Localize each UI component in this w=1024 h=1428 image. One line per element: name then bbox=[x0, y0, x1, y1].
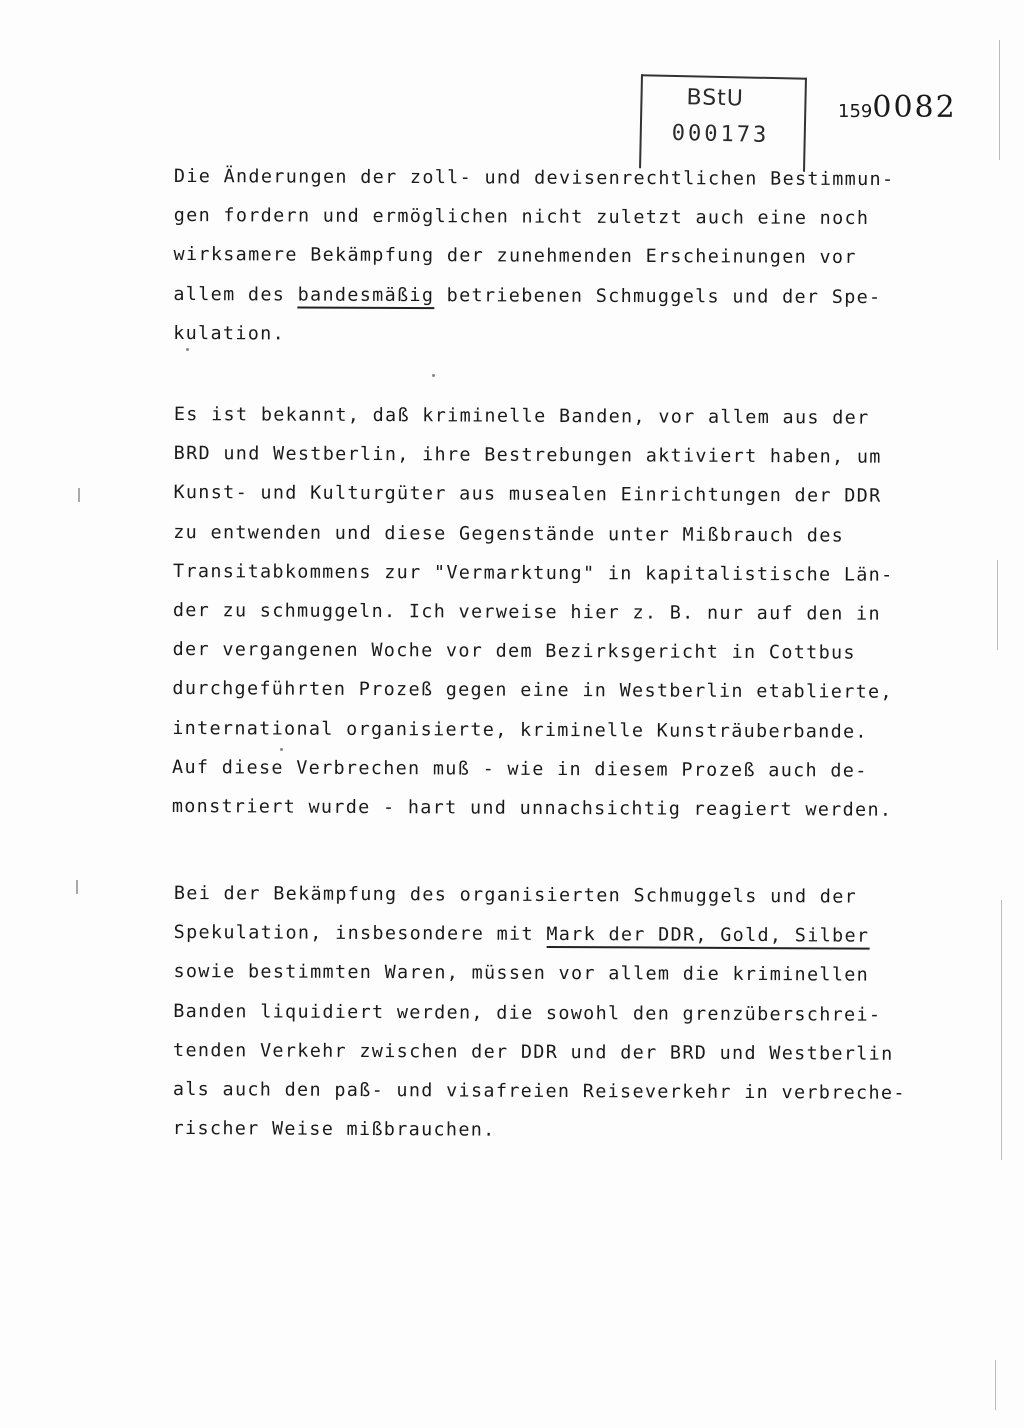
text-line: international organisierte, kriminelle Kunsträuberbande. bbox=[172, 717, 868, 743]
scan-edge-mark bbox=[997, 560, 998, 650]
scan-edge-mark bbox=[995, 1360, 996, 1410]
line-text-before: allem des bbox=[173, 283, 298, 306]
scan-speck bbox=[186, 348, 189, 351]
scan-margin-mark bbox=[76, 880, 78, 894]
scan-margin-mark bbox=[78, 488, 80, 502]
text-line: gen fordern und ermöglichen nicht zuletzt auch eine noch bbox=[173, 205, 870, 230]
text-line: Die Änderungen der zoll- und devisenrechtlichen Bestimmun- bbox=[173, 165, 895, 191]
text-line: tenden Verkehr zwischen der DDR und der BRD und Westberlin bbox=[173, 1039, 894, 1065]
paragraph-2 bbox=[172, 395, 894, 830]
text-line: zu entwenden und diese Gegenstände unter Mißbrauch des bbox=[173, 521, 845, 547]
underlined-term: bandesmäßig bbox=[298, 284, 435, 309]
text-line: rischer Weise mißbrauchen. bbox=[172, 1118, 496, 1141]
scan-edge-mark bbox=[1001, 900, 1002, 1160]
text-line: durchgeführten Prozeß gegen eine in Westberlin etablierte, bbox=[172, 678, 893, 704]
line-text-after: betriebenen Schmuggels und der Spe- bbox=[434, 284, 882, 308]
scan-edge-mark bbox=[999, 40, 1000, 160]
scan-speck bbox=[280, 748, 283, 751]
text-line: wirksamere Bekämpfung der zunehmenden Erscheinungen vor bbox=[173, 244, 857, 269]
text-line: kulation. bbox=[173, 322, 286, 345]
archive-stamp bbox=[639, 74, 807, 171]
stamp-title: BStU bbox=[686, 85, 745, 112]
scan-speck bbox=[432, 374, 435, 377]
text-line: BRD und Westberlin, ihre Bestrebungen aktiviert haben, um bbox=[173, 443, 882, 468]
text-line: monstriert wurde - hart und unnachsichtig reagiert werden. bbox=[171, 796, 893, 821]
text-line: Kunst- und Kulturgüter aus musealen Einrichtungen der DDR bbox=[173, 482, 882, 508]
text-line: Bei der Bekämpfung des organisierten Schmuggels und der bbox=[173, 882, 858, 908]
text-line: Auf diese Verbrechen muß - wie in diesem Prozeß auch de- bbox=[171, 756, 868, 782]
text-line: Transitabkommens zur "Vermarktung" in kapitalistische Län- bbox=[173, 560, 894, 586]
line-text-before: Spekulation, insbesondere mit bbox=[173, 922, 547, 946]
page-number-main: 0082 bbox=[872, 90, 957, 125]
text-line-with-underline bbox=[173, 275, 893, 317]
text-line: sowie bestimmten Waren, müssen vor allem die kriminellen bbox=[173, 961, 870, 987]
text-line: Banden liquidiert werden, die sowohl den grenzüberschrei- bbox=[173, 1000, 882, 1026]
text-line: der vergangenen Woche vor dem Bezirksgericht in Cottbus bbox=[172, 639, 856, 664]
page-number-prefix: 159 bbox=[838, 101, 873, 122]
text-line: Es ist bekannt, daß kriminelle Banden, vor allem aus der bbox=[173, 403, 870, 429]
paragraph-1 bbox=[173, 157, 894, 356]
text-line-with-underline bbox=[174, 913, 894, 956]
stamp-number: 000173 bbox=[671, 120, 770, 148]
text-line: als auch den paß- und visafreien Reiseverkehr in verbreche- bbox=[172, 1079, 906, 1104]
page-number bbox=[838, 90, 957, 125]
underlined-term: Mark der DDR, Gold, Silber bbox=[546, 924, 869, 950]
text-line: der zu schmuggeln. Ich verweise hier z. B. nur auf den in bbox=[172, 600, 881, 625]
paragraph-3 bbox=[172, 874, 906, 1152]
